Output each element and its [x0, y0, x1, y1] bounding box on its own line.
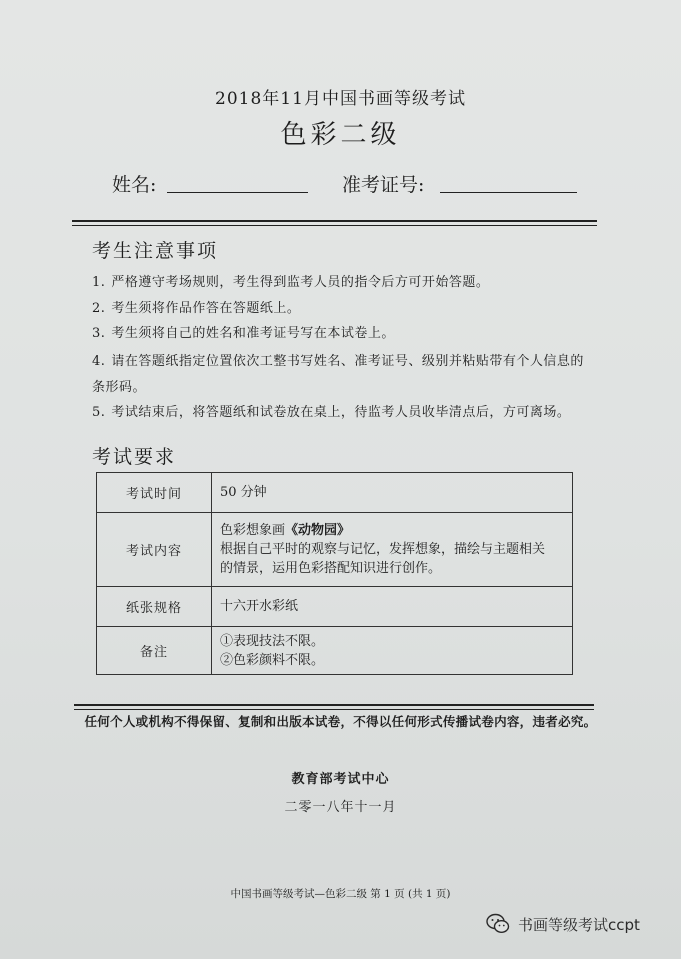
notice-item-text: 考试结束后，将答题纸和试卷放在桌上，待监考人员收毕清点后，方可离场。: [111, 405, 571, 420]
exam-id-blank-line: [440, 192, 577, 193]
exam-id-label: 准考证号:: [342, 174, 425, 196]
notice-item: [92, 402, 592, 424]
notice-item-number: 5.: [92, 405, 106, 420]
watermark: [486, 913, 640, 935]
notice-item-number: 1.: [92, 275, 106, 290]
notice-item-number: 4.: [92, 354, 106, 369]
issue-date: 二零一八年十一月: [284, 800, 397, 815]
page-footer: 中国书画等级考试—色彩二级 第 1 页 (共 1 页): [230, 888, 451, 900]
remark-line: ①表现技法不限。: [220, 633, 325, 649]
table-key-cell: 考试内容: [97, 513, 212, 587]
copyright-notice: 任何个人或机构不得保留、复制和出版本试卷，不得以任何形式传播试卷内容，违者必究。: [84, 714, 597, 729]
paper-spec-value: 十六开水彩纸: [220, 599, 299, 614]
table-key-cell: 备注: [97, 627, 212, 675]
wechat-icon: [486, 913, 510, 935]
exam-time-value: 50 分钟: [220, 485, 267, 500]
table-row: [97, 587, 573, 627]
notice-title: 考生注意事项: [92, 240, 219, 262]
notice-item-text: 严格遵守考场规则，考生得到监考人员的指令后方可开始答题。: [111, 275, 490, 290]
notice-item-number: 3.: [92, 326, 106, 341]
table-key-cell: 考试时间: [97, 473, 212, 513]
watermark-text: 书画等级考试ccpt: [518, 915, 640, 934]
table-key-cell: 纸张规格: [97, 587, 212, 627]
table-value-cell: [212, 627, 573, 675]
notice-item-number: 2.: [92, 301, 106, 316]
table-row: [97, 627, 573, 675]
divider-line: [74, 709, 594, 710]
notice-item-text: 考生须将自己的姓名和准考证号写在本试卷上。: [111, 326, 395, 341]
content-topic: 《动物园》: [285, 523, 351, 538]
remark-line: ②色彩颜料不限。: [220, 652, 325, 668]
table-value-cell: [212, 513, 573, 587]
table-row: [97, 473, 573, 513]
notice-item: [92, 323, 592, 345]
level-title: 色彩二级: [280, 120, 401, 150]
notice-item: [92, 349, 592, 401]
divider-line: [72, 220, 597, 222]
notice-item: [92, 298, 592, 320]
name-blank-line: [167, 192, 308, 193]
content-description: 的情景，运用色彩搭配知识进行创作。: [220, 561, 442, 576]
name-label: 姓名:: [112, 174, 157, 196]
table-value-cell: [212, 473, 573, 513]
requirements-title: 考试要求: [92, 446, 177, 468]
exam-title: 2018年11月中国书画等级考试: [215, 89, 466, 109]
table-row: [97, 513, 573, 587]
notice-item-text: 考生须将作品作答在答题纸上。: [111, 301, 301, 316]
content-description: 根据自己平时的观察与记忆，发挥想象，描绘与主题相关: [220, 542, 546, 557]
issuer: 教育部考试中心: [291, 772, 390, 787]
divider-line: [72, 225, 597, 226]
table-value-cell: [212, 587, 573, 627]
requirements-table: [96, 472, 573, 675]
content-type: 色彩想象画: [220, 523, 286, 538]
divider-line: [74, 704, 594, 706]
notice-item: [92, 272, 592, 294]
notice-item-text: 请在答题纸指定位置依次工整书写姓名、准考证号、级别并粘贴带有个人信息的条形码。: [92, 354, 584, 395]
